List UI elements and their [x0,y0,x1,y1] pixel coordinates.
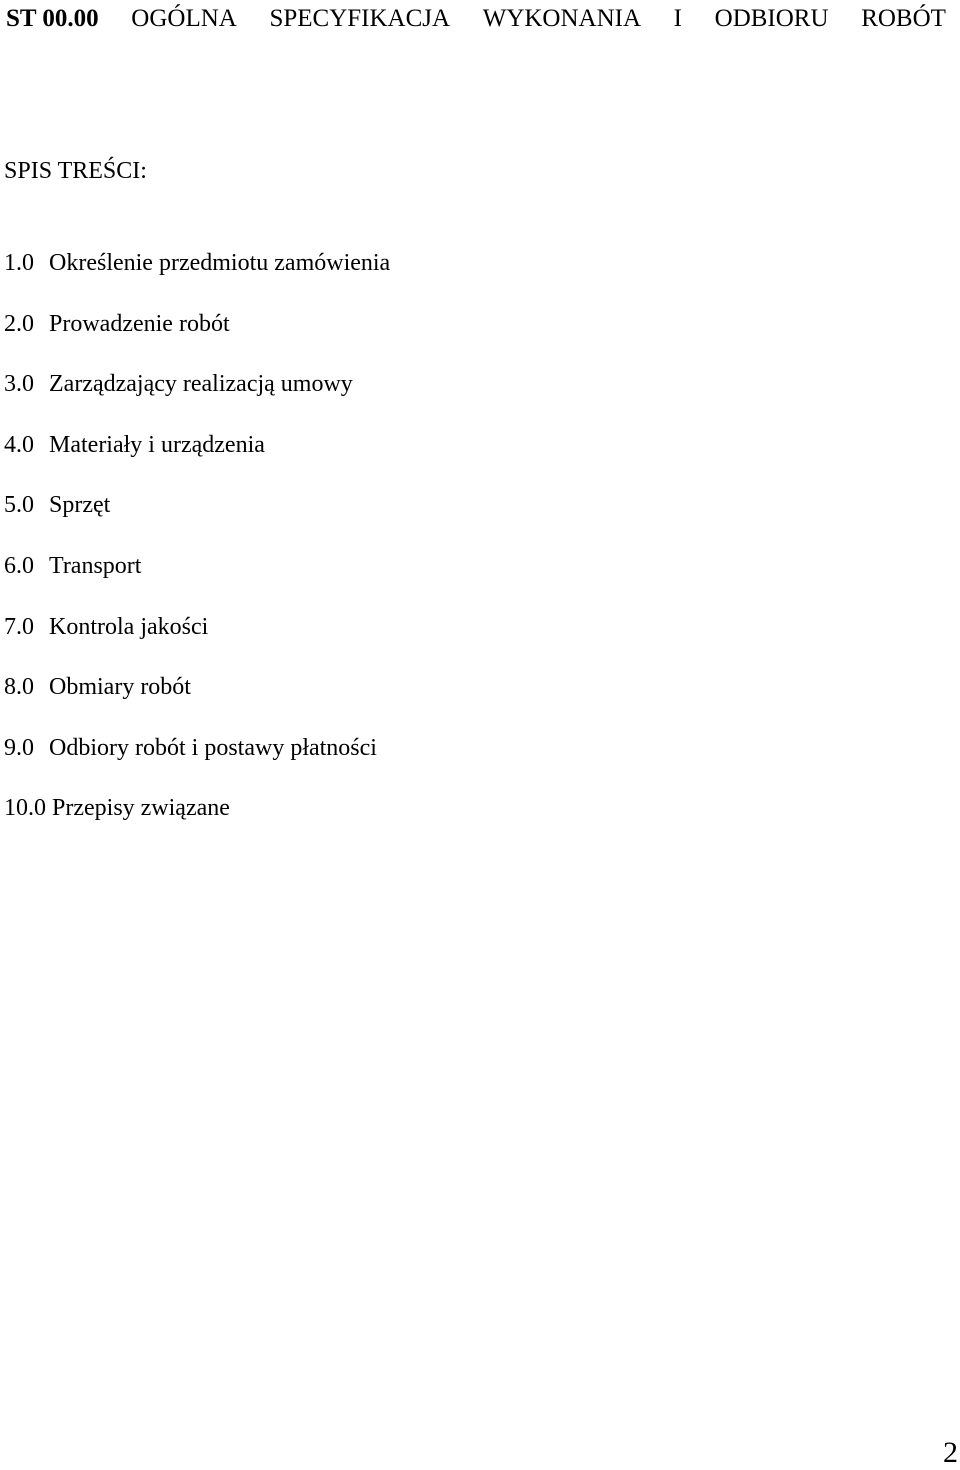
toc-item-label: Sprzęt [49,492,111,519]
title-word: OGÓLNA [131,5,237,32]
toc-item-label: Prowadzenie robót [49,310,230,337]
toc-item [4,369,390,399]
spec-code: ST 00.00 [6,5,99,32]
title-word: I [673,5,682,32]
toc-item-label: Przepisy związane [52,795,230,822]
title-word: WYKONANIA [482,5,642,32]
title-word: ODBIORU [714,5,829,32]
toc-item [4,612,390,642]
toc-item-label: Materiały i urządzenia [49,431,265,458]
toc-item [4,430,390,460]
toc-item-label: Transport [49,552,142,579]
document-title [6,4,946,34]
toc-item [4,551,390,581]
toc-item [4,733,390,763]
toc-item [4,672,390,702]
toc-item-label: Kontrola jakości [49,613,209,640]
toc-item-number: 9.0 [4,734,34,761]
page-number: 2 [943,1436,958,1469]
toc-item-number: 6.0 [4,552,34,579]
toc-item-number: 8.0 [4,674,34,701]
toc-item [4,248,390,278]
table-of-contents [4,248,390,854]
toc-item-label: Zarządzający realizacją umowy [49,371,353,398]
toc-item-label: Odbiory robót i postawy płatności [49,734,377,761]
toc-item [4,793,390,823]
toc-item [4,490,390,520]
toc-item-number: 1.0 [4,250,34,276]
toc-item-number: 3.0 [4,371,34,398]
toc-item-number: 5.0 [4,492,34,519]
toc-item-number: 10.0 [4,795,46,822]
toc-item-number: 7.0 [4,613,34,640]
title-word: SPECYFIKACJA [269,5,451,32]
toc-item-label: Obmiary robót [49,674,191,701]
title-word: ROBÓT [861,5,946,32]
toc-item-number: 2.0 [4,310,34,337]
toc-heading: SPIS TREŚCI: [4,158,147,184]
toc-item-label: Określenie przedmiotu zamówienia [49,250,391,276]
toc-item [4,309,390,339]
toc-item-number: 4.0 [4,431,34,458]
